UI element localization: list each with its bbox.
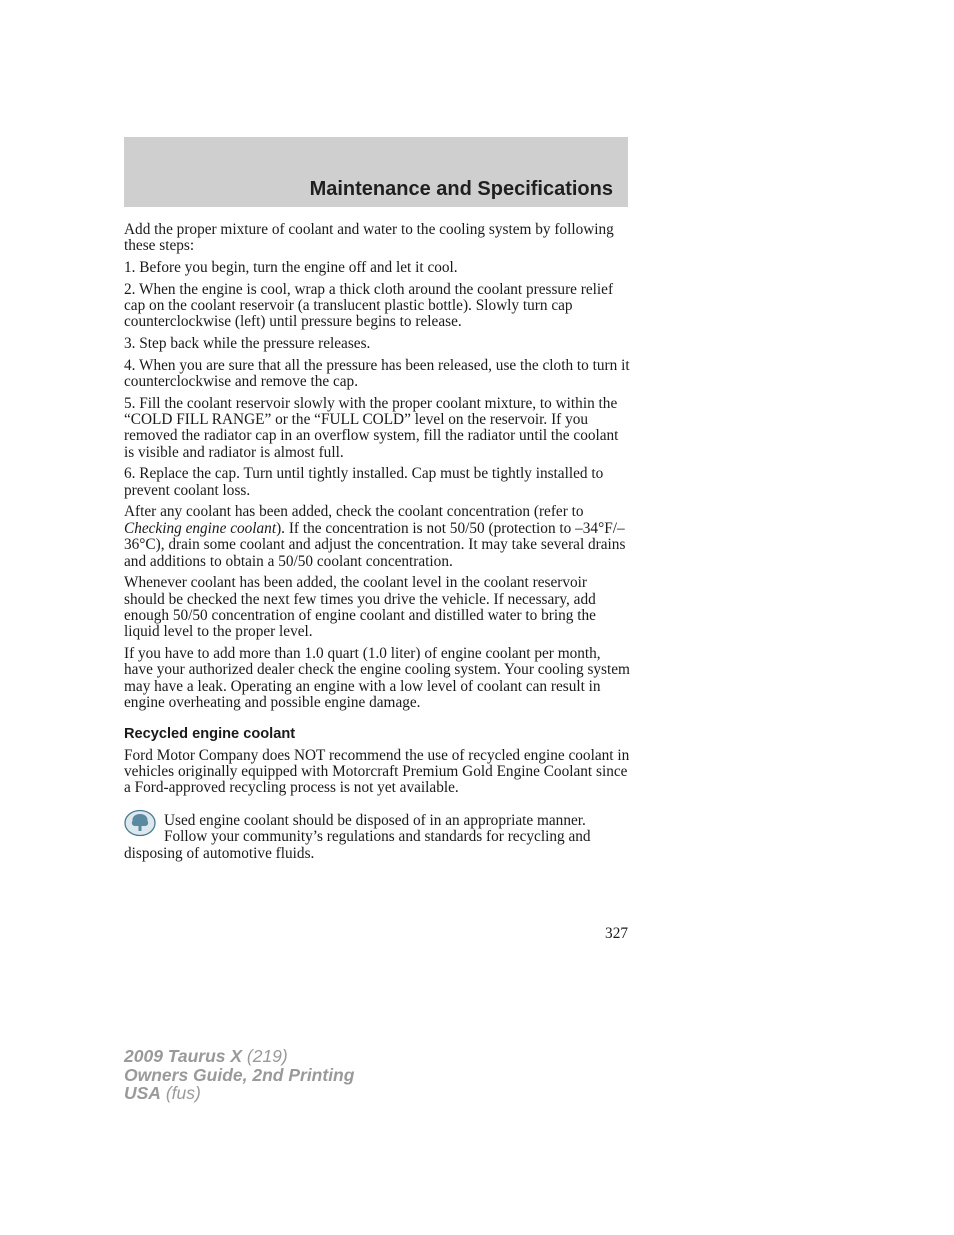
page-number: 327 (605, 925, 628, 942)
footer-line-2 (124, 1066, 354, 1085)
footer-line-1 (124, 1047, 354, 1066)
environment-tree-icon (124, 809, 156, 837)
recycled-heading: Recycled engine coolant (124, 725, 296, 742)
page-content (124, 222, 630, 862)
recycled-paragraph: Ford Motor Company does NOT recommend the use of recycled engine coolant in vehicles originally equipped with Motorcraft Premium Gold Engine Coolant since a Ford-approved recycling process is not yet available. (124, 746, 630, 797)
environment-note (124, 813, 630, 862)
cross-reference: Checking engine coolant (124, 519, 277, 537)
whenever-paragraph: Whenever coolant has been added, the coolant level in the coolant reservoir should be checked the next few times you drive the vehicle. If necessary, add enough 50/50 concentration of engine coolant and distilled water to bring the liquid level to the proper level. (124, 574, 596, 641)
after-text-end: ). If the concentration is not 50/50 (protection to –34°F/–36°C), drain some coolant and adjust the concentration. It may take several drains and additions to obtain a 50/50 coolant concentration. (124, 519, 626, 570)
step-4: 4. When you are sure that all the pressure has been released, use the cloth to turn it counterclockwise and remove the cap. (124, 356, 630, 390)
step-1: 1. Before you begin, turn the engine off and let it cool. (124, 259, 458, 276)
footer-model-code: (219) (242, 1046, 288, 1066)
intro-paragraph: Add the proper mixture of coolant and water to the cooling system by following these steps: (124, 221, 614, 255)
note-text: Used engine coolant should be disposed of in an appropriate manner. Follow your community’s regulations and standards for recycling and disposing of automotive fluids. (124, 811, 591, 862)
section-header (124, 137, 628, 207)
document-footer (124, 1047, 354, 1103)
quart-paragraph: If you have to add more than 1.0 quart (1.0 liter) of engine coolant per month, have your authorized dealer check the engine cooling system. Your cooling system may have a leak. Operating an engine with a low level of coolant can result in engine overheating and possible engine damage. (124, 645, 630, 712)
footer-line-3 (124, 1084, 354, 1103)
footer-model: 2009 Taurus X (124, 1046, 243, 1066)
step-5: 5. Fill the coolant reservoir slowly with the proper coolant mixture, to within the “COLD FILL RANGE” or the “FULL COLD” level on the reservoir. If you removed the radiator cap in an overflow system, fill the radiator until the coolant is visible and radiator is almost full. (124, 394, 619, 461)
after-text-start: After any coolant has been added, check the coolant concentration (refer to (124, 503, 584, 521)
after-coolant-paragraph (124, 504, 630, 570)
step-3: 3. Step back while the pressure releases. (124, 335, 371, 352)
step-6: 6. Replace the cap. Turn until tightly installed. Cap must be tightly installed to prevent coolant loss. (124, 465, 604, 499)
section-title: Maintenance and Specifications (309, 178, 613, 200)
footer-market-code: (fus) (160, 1083, 201, 1103)
footer-edition: Owners Guide, 2nd Printing (124, 1064, 355, 1085)
step-2: 2. When the engine is cool, wrap a thick cloth around the coolant pressure relief cap on the coolant reservoir (a translucent plastic bottle). Slowly turn cap counterclockwise (left) until pressure begins to release. (124, 280, 614, 331)
footer-market: USA (124, 1083, 161, 1103)
